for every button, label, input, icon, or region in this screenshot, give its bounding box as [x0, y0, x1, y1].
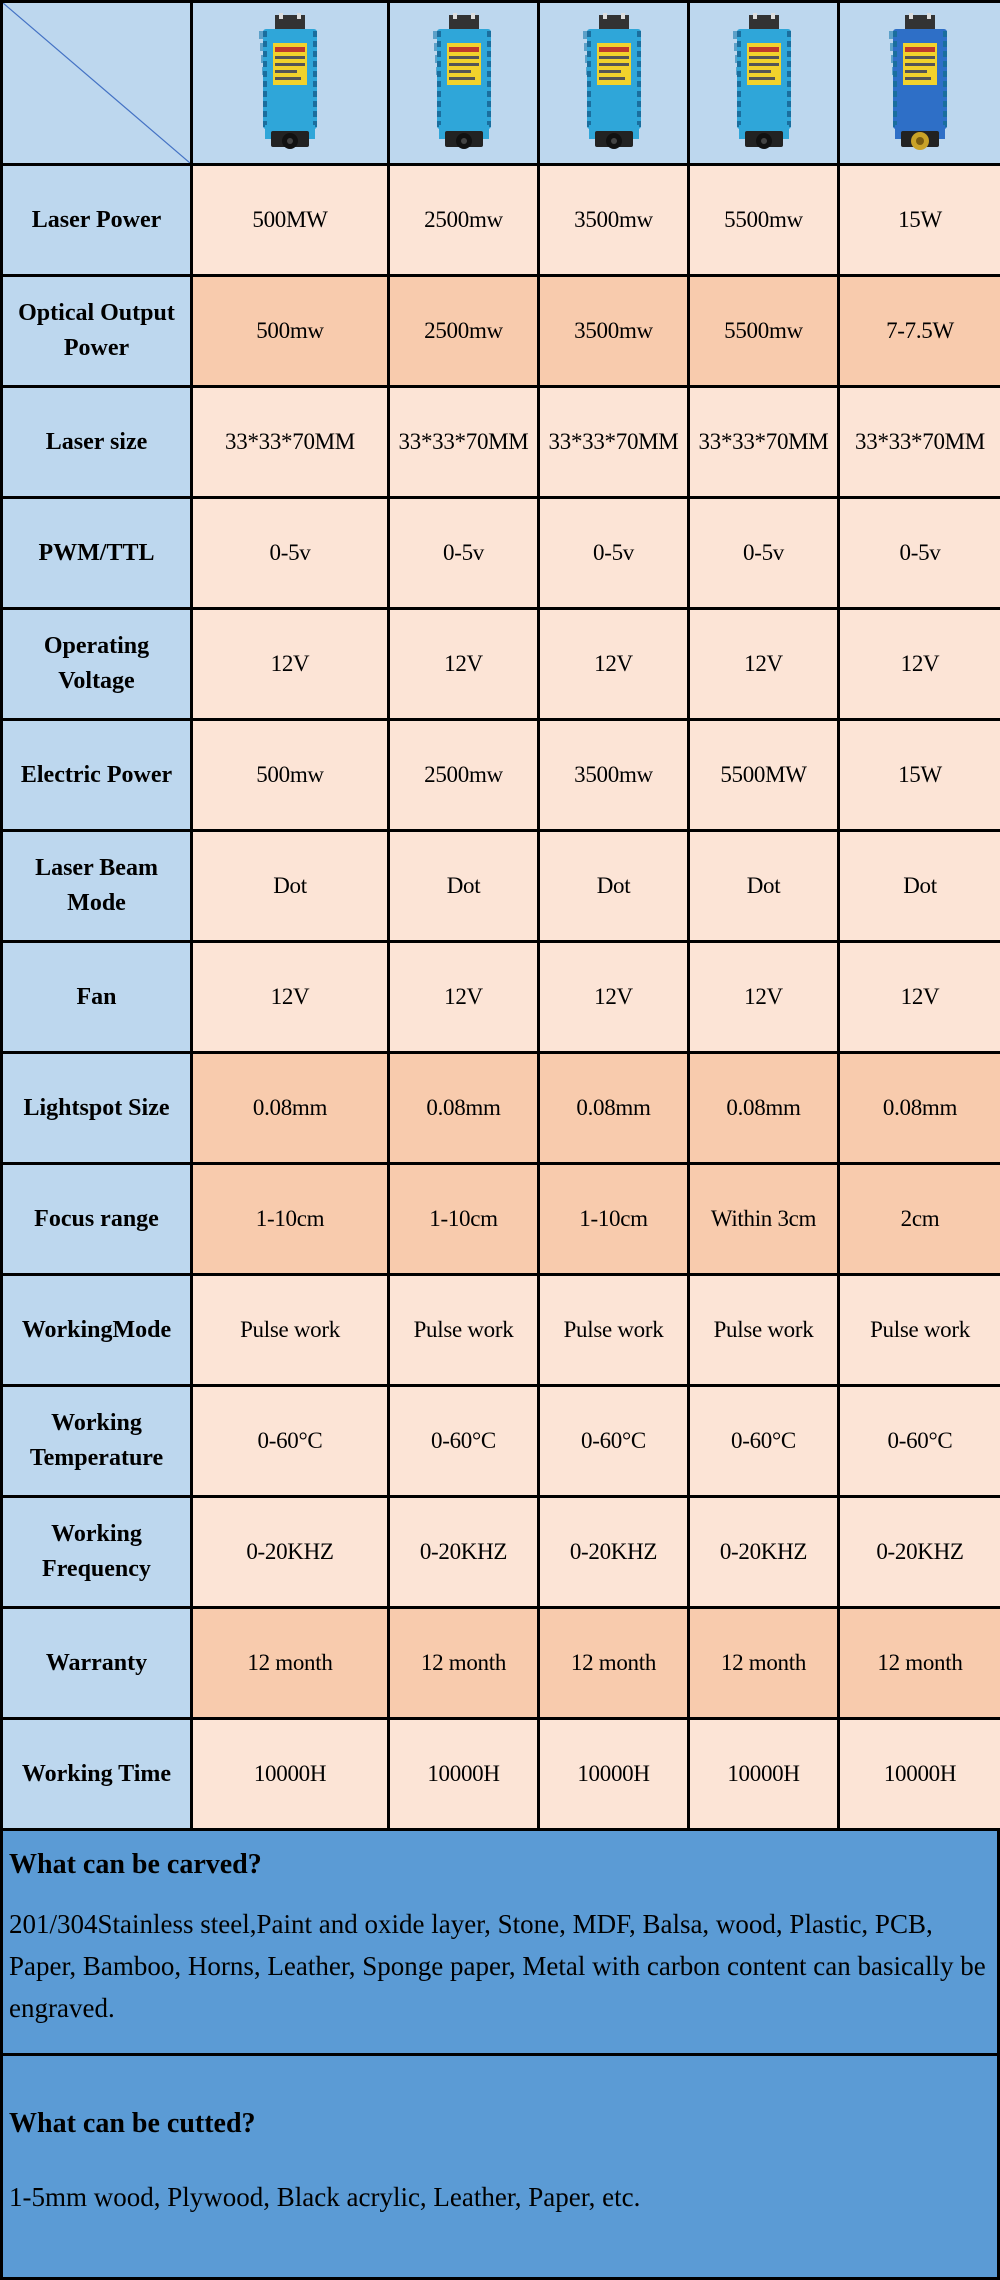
cut-text: 1-5mm wood, Plywood, Black acrylic, Leather, Paper, etc.	[9, 2182, 641, 2212]
spec-value: 15W	[839, 165, 1000, 276]
spec-label: Electric Power	[2, 720, 192, 831]
spec-value: 12V	[689, 609, 839, 720]
carve-title: What can be carved?	[9, 1849, 262, 1880]
spec-value: 12 month	[192, 1608, 389, 1719]
spec-value: 10000H	[689, 1719, 839, 1830]
laser-module-icon	[425, 13, 503, 153]
spec-value: Within 3cm	[689, 1164, 839, 1275]
spec-value: 2500mw	[389, 276, 539, 387]
spec-value: 12 month	[389, 1608, 539, 1719]
laser-module-icon	[251, 13, 329, 153]
spec-value: 3500mw	[539, 165, 689, 276]
spec-label: Laser Beam Mode	[2, 831, 192, 942]
spec-row	[2, 498, 1000, 609]
spec-value: 12V	[539, 609, 689, 720]
spec-value: 0-60°C	[839, 1386, 1000, 1497]
spec-value: 7-7.5W	[839, 276, 1000, 387]
spec-label: Working Temperature	[2, 1386, 192, 1497]
spec-label: Optical Output Power	[2, 276, 192, 387]
spec-row	[2, 1053, 1000, 1164]
spec-value: 12V	[689, 942, 839, 1053]
spec-row	[2, 387, 1000, 498]
spec-label: Laser size	[2, 387, 192, 498]
spec-value: 0-60°C	[539, 1386, 689, 1497]
spec-value: 33*33*70MM	[689, 387, 839, 498]
spec-value: 0-20KHZ	[839, 1497, 1000, 1608]
spec-value: 0-5v	[192, 498, 389, 609]
spec-row	[2, 1386, 1000, 1497]
spec-value: Dot	[389, 831, 539, 942]
spec-value: 2cm	[839, 1164, 1000, 1275]
spec-value: 0-20KHZ	[389, 1497, 539, 1608]
spec-value: 0.08mm	[192, 1053, 389, 1164]
product-image-5	[839, 2, 1000, 165]
spec-value: 10000H	[389, 1719, 539, 1830]
spec-value: 12 month	[839, 1608, 1000, 1719]
spec-value: 3500mw	[539, 276, 689, 387]
spec-value: 33*33*70MM	[389, 387, 539, 498]
spec-value: 0-20KHZ	[192, 1497, 389, 1608]
spec-value: 12V	[192, 609, 389, 720]
spec-value: 33*33*70MM	[539, 387, 689, 498]
carve-text: 201/304Stainless steel,Paint and oxide layer, Stone, MDF, Balsa, wood, Plastic, PCB, Paper, Bamboo, Horns, Leather, Sponge paper, Metal with carbon content can basically be engraved.	[9, 1909, 986, 2023]
spec-label: Laser Power	[2, 165, 192, 276]
spec-value: 15W	[839, 720, 1000, 831]
spec-value: 33*33*70MM	[192, 387, 389, 498]
spec-label: Lightspot Size	[2, 1053, 192, 1164]
spec-value: Dot	[539, 831, 689, 942]
spec-value: 12V	[539, 942, 689, 1053]
spec-value: 0-5v	[839, 498, 1000, 609]
spec-value: 12 month	[539, 1608, 689, 1719]
spec-value: 0-20KHZ	[689, 1497, 839, 1608]
spec-label: Focus range	[2, 1164, 192, 1275]
cut-title: What can be cutted?	[9, 2108, 256, 2139]
spec-value: 0-20KHZ	[539, 1497, 689, 1608]
spec-label: WorkingMode	[2, 1275, 192, 1386]
spec-value: Pulse work	[192, 1275, 389, 1386]
spec-value: 500mw	[192, 276, 389, 387]
spec-row	[2, 1719, 1000, 1830]
spec-value: 0-60°C	[192, 1386, 389, 1497]
product-image-1	[192, 2, 389, 165]
spec-value: 0-5v	[689, 498, 839, 609]
spec-value: 1-10cm	[192, 1164, 389, 1275]
laser-module-icon	[881, 13, 959, 153]
spec-row	[2, 609, 1000, 720]
spec-row	[2, 942, 1000, 1053]
spec-row	[2, 831, 1000, 942]
spec-value: 0-5v	[539, 498, 689, 609]
spec-value: 0.08mm	[389, 1053, 539, 1164]
spec-value: 5500mw	[689, 165, 839, 276]
diagonal-divider	[3, 3, 190, 163]
header-row	[2, 2, 1000, 165]
spec-label: Working Time	[2, 1719, 192, 1830]
spec-value: 500mw	[192, 720, 389, 831]
spec-row	[2, 1497, 1000, 1608]
spec-value: Pulse work	[539, 1275, 689, 1386]
spec-label: Working Frequency	[2, 1497, 192, 1608]
spec-value: 33*33*70MM	[839, 387, 1000, 498]
spec-label: Warranty	[2, 1608, 192, 1719]
spec-value: 0-5v	[389, 498, 539, 609]
spec-value: 0.08mm	[539, 1053, 689, 1164]
spec-value: 5500MW	[689, 720, 839, 831]
spec-row	[2, 1275, 1000, 1386]
cut-info-box	[0, 2053, 1000, 2280]
spec-value: 10000H	[839, 1719, 1000, 1830]
spec-value: 500MW	[192, 165, 389, 276]
carve-info-box	[0, 1828, 1000, 2056]
spec-label: Operating Voltage	[2, 609, 192, 720]
spec-value: Dot	[839, 831, 1000, 942]
spec-value: 12V	[389, 609, 539, 720]
spec-value: 12V	[192, 942, 389, 1053]
spec-value: 2500mw	[389, 720, 539, 831]
spec-value: 12V	[839, 609, 1000, 720]
spec-value: 2500mw	[389, 165, 539, 276]
laser-module-icon	[575, 13, 653, 153]
laser-module-icon	[725, 13, 803, 153]
product-image-4	[689, 2, 839, 165]
spec-value: 0-60°C	[389, 1386, 539, 1497]
spec-row	[2, 720, 1000, 831]
spec-value: Pulse work	[689, 1275, 839, 1386]
spec-value: Dot	[689, 831, 839, 942]
spec-value: Dot	[192, 831, 389, 942]
spec-value: 10000H	[539, 1719, 689, 1830]
spec-value: 10000H	[192, 1719, 389, 1830]
spec-value: 0.08mm	[689, 1053, 839, 1164]
spec-value: 12V	[389, 942, 539, 1053]
spec-value: 12 month	[689, 1608, 839, 1719]
spec-row	[2, 165, 1000, 276]
spec-value: 5500mw	[689, 276, 839, 387]
spec-label: PWM/TTL	[2, 498, 192, 609]
corner-cell	[2, 2, 192, 165]
spec-value: 0.08mm	[839, 1053, 1000, 1164]
product-image-3	[539, 2, 689, 165]
spec-row	[2, 1164, 1000, 1275]
spec-row	[2, 1608, 1000, 1719]
spec-label: Fan	[2, 942, 192, 1053]
product-image-2	[389, 2, 539, 165]
spec-value: 1-10cm	[539, 1164, 689, 1275]
spec-value: 12V	[839, 942, 1000, 1053]
spec-value: 0-60°C	[689, 1386, 839, 1497]
spec-row	[2, 276, 1000, 387]
spec-value: Pulse work	[389, 1275, 539, 1386]
spec-value: Pulse work	[839, 1275, 1000, 1386]
spec-value: 3500mw	[539, 720, 689, 831]
spec-value: 1-10cm	[389, 1164, 539, 1275]
